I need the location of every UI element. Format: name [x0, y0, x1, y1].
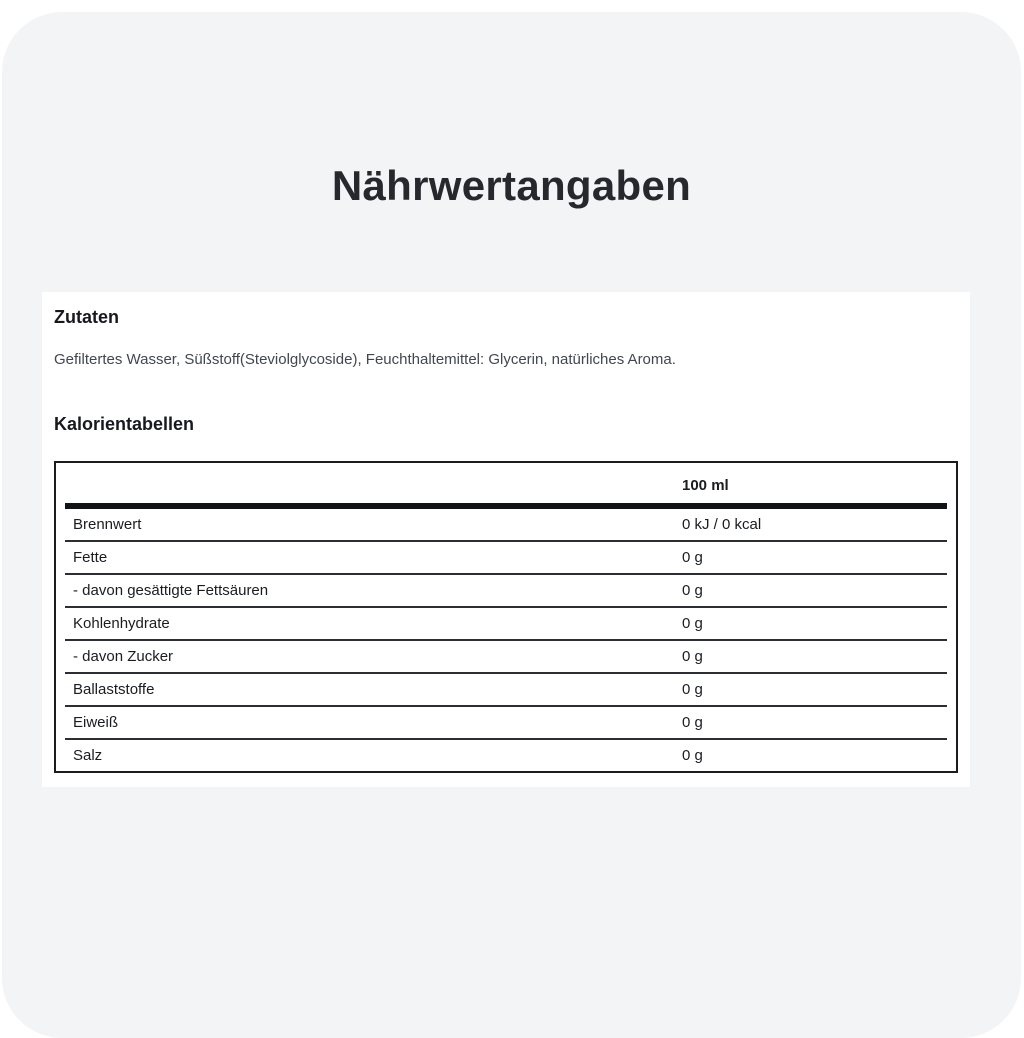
table-row	[65, 542, 947, 575]
ingredients-heading: Zutaten	[54, 307, 119, 327]
table-row	[65, 707, 947, 740]
table-row	[65, 608, 947, 641]
nutrition-card	[42, 292, 970, 787]
nutrient-label: Ballaststoffe	[73, 681, 155, 698]
nutrient-label: Eiweiß	[73, 714, 119, 731]
column-header-100ml: 100 ml	[682, 477, 729, 494]
nutrient-value: 0 g	[682, 681, 703, 698]
nutrient-value: 0 g	[682, 648, 703, 665]
nutrient-value: 0 g	[682, 714, 703, 731]
nutrient-label: Fette	[73, 549, 108, 566]
nutrient-value: 0 g	[682, 582, 703, 599]
nutrient-label: Kohlenhydrate	[73, 615, 170, 632]
nutrient-label: Brennwert	[73, 516, 142, 533]
table-row	[65, 509, 947, 542]
nutrient-label: Salz	[73, 747, 103, 764]
table-row	[65, 674, 947, 707]
nutrient-value: 0 g	[682, 615, 703, 632]
nutrient-value: 0 g	[682, 747, 703, 764]
table-row	[65, 641, 947, 674]
nutrient-value: 0 kJ / 0 kcal	[682, 516, 762, 533]
content-panel	[2, 12, 1021, 1038]
nutrition-table	[54, 461, 958, 773]
nutrient-value: 0 g	[682, 549, 703, 566]
table-header-row	[65, 463, 947, 503]
nutrient-label: - davon gesättigte Fettsäuren	[73, 582, 269, 599]
ingredients-text: Gefiltertes Wasser, Süßstoff(Steviolglycoside), Feuchthaltemittel: Glycerin, natürliches Aroma.	[54, 351, 676, 368]
page-title: Nährwertangaben	[331, 162, 692, 209]
nutrient-label: - davon Zucker	[73, 648, 174, 665]
table-row	[65, 740, 947, 771]
table-row	[65, 575, 947, 608]
calorie-table-heading: Kalorientabellen	[54, 414, 195, 434]
